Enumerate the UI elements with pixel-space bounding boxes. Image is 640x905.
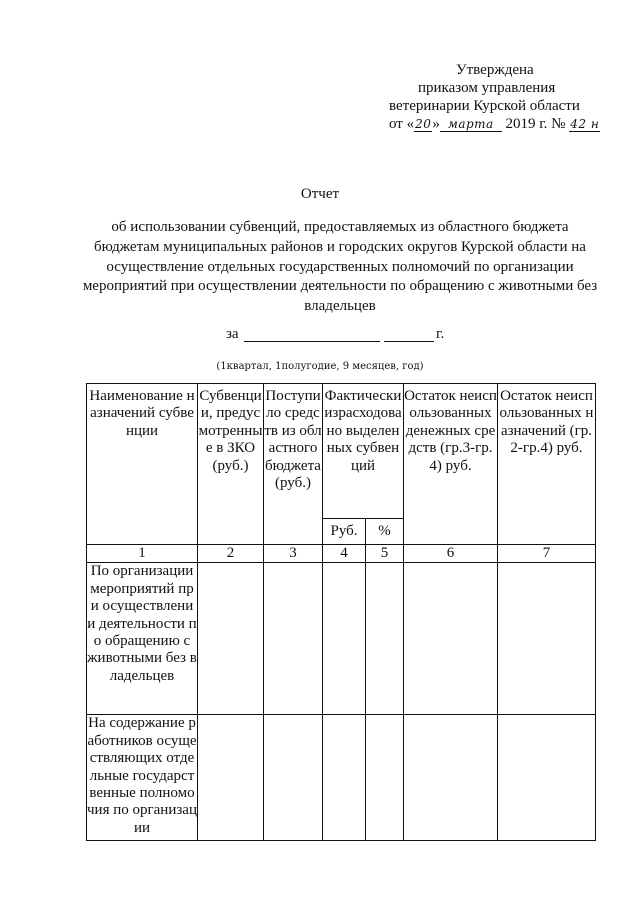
header-subvention: Субвенции, предусмотренные в ЗКО (руб.) — [198, 384, 264, 545]
column-number: 1 — [87, 545, 198, 563]
approval-line-1: Утверждена — [456, 62, 534, 78]
column-number: 4 — [323, 545, 366, 563]
table-cell — [323, 563, 366, 715]
approval-line-3: ветеринарии Курской области — [389, 98, 580, 114]
table-cell — [498, 563, 596, 715]
table-cell — [404, 563, 498, 715]
period-hint: (1квартал, 1полугодие, 9 месяцев, год) — [216, 361, 424, 372]
approval-month: марта — [440, 117, 502, 132]
header-name: Наименование назначений субвенции — [87, 384, 198, 545]
table-cell — [264, 563, 323, 715]
report-subtitle: об использовании субвенций, предоставляемых из областного бюджета бюджетам муниципальных районов и городских округов Курской области на осуществление отдельных государственных полномочий по организации мероприятий при осуществлении деятельности по обращению с животными без владельцев — [82, 219, 598, 315]
table-cell — [498, 715, 596, 841]
period-prefix: за — [226, 326, 239, 342]
approval-year: 2019 г. № — [505, 116, 566, 132]
header-remainder-funds: Остаток неиспользованных денежных средств (гр.3-гр.4) руб. — [404, 384, 498, 545]
approval-close-quote: » — [432, 116, 440, 132]
period-year-blank-line — [384, 341, 434, 342]
column-number: 5 — [366, 545, 404, 563]
table-row — [87, 715, 596, 841]
column-number: 7 — [498, 545, 596, 563]
approval-ot: от « — [389, 116, 415, 132]
table-row — [87, 563, 596, 715]
header-received: Поступило средств из областного бюджета (руб.) — [264, 384, 323, 545]
column-number: 6 — [404, 545, 498, 563]
row-name: По организации мероприятий при осуществлении деятельности по обращению с животными без владельцев — [87, 563, 198, 715]
approval-day: 20 — [415, 117, 432, 131]
table-cell — [198, 563, 264, 715]
header-spent-pct: % — [366, 519, 404, 545]
approval-line-2: приказом управления — [418, 80, 556, 96]
approval-line-4 — [389, 116, 600, 132]
table-cell — [198, 715, 264, 841]
report-title: Отчет — [300, 186, 340, 202]
column-numbers-row — [87, 545, 596, 563]
table-cell — [366, 715, 404, 841]
column-number: 3 — [264, 545, 323, 563]
table-cell — [323, 715, 366, 841]
report-table — [86, 383, 596, 841]
approval-number: 42 н — [570, 117, 600, 131]
row-name: На содержание работников осуществляющих отдельные государственные полномочия по организации — [87, 715, 198, 841]
table-cell — [404, 715, 498, 841]
header-spent-rub: Руб. — [323, 519, 366, 545]
table-cell — [264, 715, 323, 841]
header-remainder-assign: Остаток неиспользованных назначений (гр.2-гр.4) руб. — [498, 384, 596, 545]
period-blank-line — [244, 341, 380, 342]
period-suffix: г. — [436, 326, 445, 342]
header-spent: Фактически израсходовано выделенных субвенций — [323, 384, 404, 519]
column-number: 2 — [198, 545, 264, 563]
table-cell — [366, 563, 404, 715]
